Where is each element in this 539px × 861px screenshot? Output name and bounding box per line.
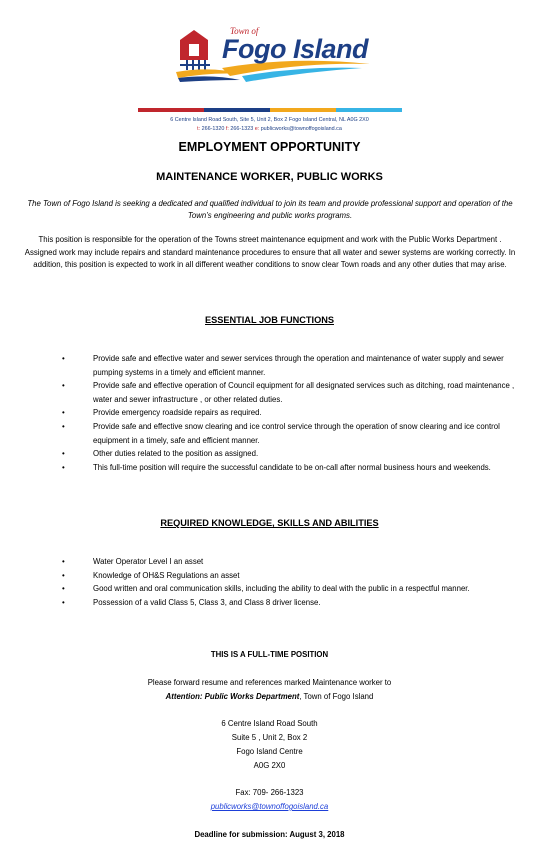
list-item: • Knowledge of OH&S Regulations an asset <box>62 570 240 580</box>
color-bar-lightblue <box>336 108 402 112</box>
intro-paragraph: The Town of Fogo Island is seeking a dedicated and qualified individual to join its team and provide professional support and operation of the Town’s engineering and public works programs. <box>27 199 513 220</box>
list-item: • Provide emergency roadside repairs as required. <box>62 408 262 418</box>
list-item: • Good written and oral communication skills, including the ability to deal with the public in a respectful manner. <box>62 584 470 594</box>
page-title: EMPLOYMENT OPPORTUNITY <box>178 140 361 154</box>
letterhead-email[interactable]: publicworks@townoffogoisland.ca <box>260 126 342 132</box>
list-item: • This full-time position will require the successful candidate to be on-call after normal business hours and weekends. <box>62 462 491 472</box>
logo-town-name: Fogo Island <box>222 34 368 64</box>
contact-email-link[interactable]: publicworks@townoffogoisland.ca <box>210 802 329 811</box>
essential-functions-heading: ESSENTIAL JOB FUNCTIONS <box>205 315 334 325</box>
letterhead-contacts <box>0 126 539 132</box>
letterhead-address: 6 Centre Island Road South, Site 5, Unit 2, Box 2 Fogo Island Central, NL A0G 2X0 <box>170 117 369 123</box>
forward-instructions: Please forward resume and references marked Maintenance worker to <box>147 678 392 687</box>
mailing-line-3: Fogo Island Centre <box>236 747 303 756</box>
job-title: MAINTENANCE WORKER, PUBLIC WORKS <box>156 171 383 183</box>
list-item: • Possession of a valid Class 5, Class 3, and Class 8 driver license. <box>62 597 321 607</box>
required-skills-list <box>62 555 522 609</box>
attention-department: Attention: Public Works Department <box>165 692 300 701</box>
email-label: e: <box>254 126 260 132</box>
description-paragraph: This position is responsible for the operation of the Towns street maintenance equipment and work with the Public Works Department . Assigned work may include repairs and standard maintenance procedures to ensure that all water and sewer systems are working correctly. In addition, this position is expected to work in all different weather conditions to snow clear Town roads and any other duties that may arise. <box>24 235 516 269</box>
letterhead-color-bar <box>138 108 402 112</box>
full-time-notice: THIS IS A FULL-TIME POSITION <box>210 650 329 659</box>
submission-deadline: Deadline for submission: August 3, 2018 <box>194 830 345 839</box>
required-skills-heading: REQUIRED KNOWLEDGE, SKILLS AND ABILITIES <box>160 518 379 528</box>
town-logo <box>172 20 382 88</box>
color-bar-blue <box>204 108 270 112</box>
fax-label: f: <box>225 126 229 132</box>
mailing-line-2: Suite 5 , Unit 2, Box 2 <box>231 733 308 742</box>
list-item: • Water Operator Level I an asset <box>62 557 204 566</box>
logo-town-of: Town of <box>230 26 259 36</box>
mailing-line-4: A0G 2X0 <box>253 761 286 770</box>
list-item: • Provide safe and effective water and sewer services through the operation and maintenance of water supply and sewer pumping systems in a timely and efficient manner. <box>62 354 504 377</box>
list-item: • Provide safe and effective snow clearing and ice control service through the operation of snow clearing and ice control equipment in a timely, safe and efficient manner. <box>62 421 500 445</box>
essential-functions-list <box>62 352 522 474</box>
list-item: • Other duties related to the position as assigned. <box>62 449 259 459</box>
fax-number: 266-1323 <box>230 126 254 132</box>
mailing-line-1: 6 Centre Island Road South <box>221 719 318 728</box>
phone-label: t: <box>197 126 201 132</box>
color-bar-orange <box>270 108 336 112</box>
list-item: • Provide safe and effective operation of Council equipment for all designated services such as ditching, road maintenance , water and sewer infrastructure , or other related duties. <box>62 381 515 404</box>
phone-number: 266-1320 <box>201 126 225 132</box>
attention-line <box>0 690 539 704</box>
contact-email-line <box>0 800 539 814</box>
attention-town: , Town of Fogo Island <box>299 692 374 701</box>
contact-fax: Fax: 709- 266-1323 <box>235 788 304 797</box>
color-bar-red <box>138 108 204 112</box>
